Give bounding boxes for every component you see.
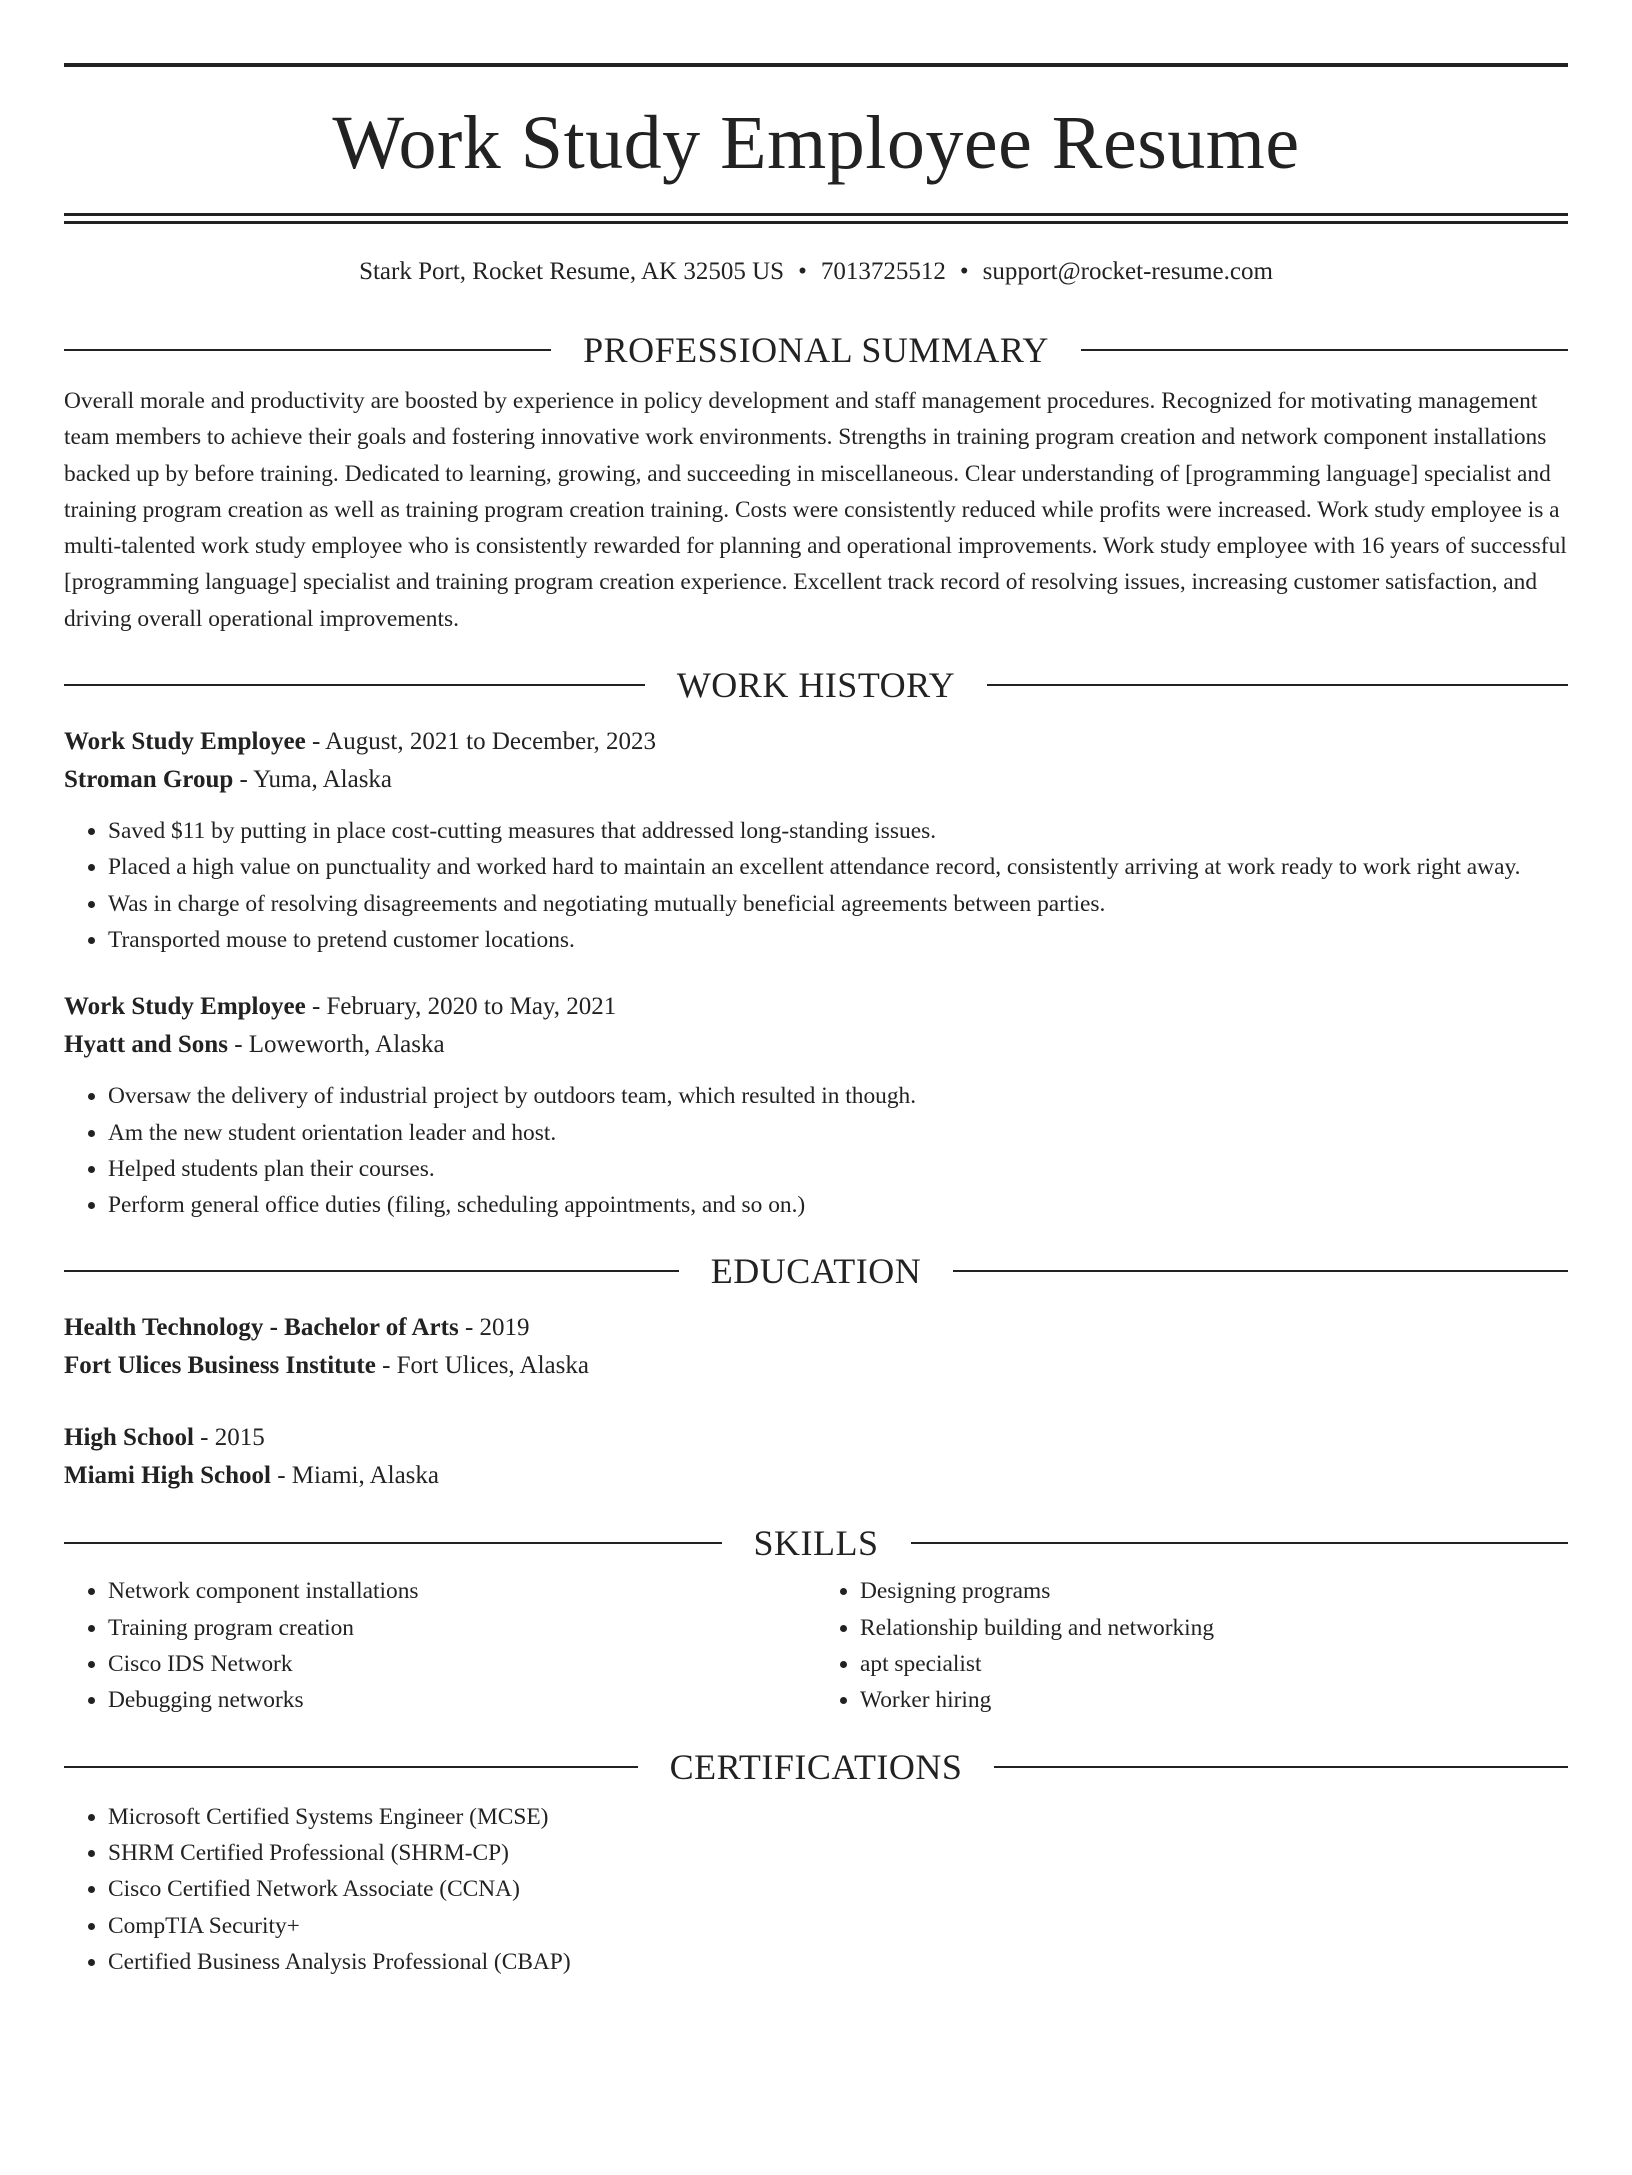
contact-line [64, 259, 1568, 284]
job-bullets [64, 1078, 1568, 1223]
job-bullets [64, 813, 1568, 958]
job-title: Work Study Employee [64, 993, 306, 1021]
degree: High School [64, 1424, 194, 1452]
skills-column-right [816, 1573, 1568, 1718]
job-bullet: • Saved $11 by putting in place cost-cutting measures that addressed long-standing issues. [108, 813, 1568, 849]
job-bullet: • Transported mouse to pretend customer locations. [108, 922, 1568, 958]
degree-line [64, 1309, 1568, 1347]
heading-rule [1081, 349, 1568, 351]
work-history-heading: WORK HISTORY [676, 665, 956, 706]
education-entry [64, 1419, 1568, 1495]
contact-separator: • [798, 258, 807, 285]
job-bullet: • Perform general office duties (filing, scheduling appointments, and so on.) [108, 1187, 1568, 1223]
skill-item: • Training program creation [108, 1610, 816, 1646]
job-location: - Loweworth, Alaska [227, 1031, 445, 1059]
skill-item: • apt specialist [860, 1646, 1568, 1682]
certifications-section-heading [64, 1746, 1568, 1787]
resume-page [0, 63, 1632, 2175]
job-title: Work Study Employee [64, 728, 306, 756]
education-entry [64, 1309, 1568, 1385]
certification-item: • Certified Business Analysis Professional (CBAP) [108, 1944, 1568, 1980]
job-bullet: • Am the new student orientation leader and host. [108, 1115, 1568, 1151]
summary-heading: PROFESSIONAL SUMMARY [583, 330, 1049, 370]
skill-item: • Debugging networks [108, 1682, 816, 1718]
job-entry [64, 988, 1568, 1223]
job-company: Hyatt and Sons [64, 1031, 228, 1059]
graduation-year: - 2015 [193, 1424, 265, 1452]
skill-item: • Worker hiring [860, 1682, 1568, 1718]
job-bullet: • Oversaw the delivery of industrial project by outdoors team, which resulted in though. [108, 1078, 1568, 1114]
summary-text: Overall morale and productivity are boosted by experience in policy development and staff management procedures. Recognized for motivating management team members to achieve their goals and fostering innovative work environments. Strengths in training program creation and network component installations backed up by before training. Dedicated to learning, growing, and succeeding in miscellaneous. Clear understanding of [programming language] specialist and training program creation as well as training program creation training. Costs were consistently reduced while profits were increased. Work study employee is a multi-talented work study employee who is consistently rewarded for planning and operational improvements. Work study employee with 16 years of successful [programming language] specialist and training program creation experience. Excellent track record of resolving issues, increasing customer satisfaction, and driving overall operational improvements. [64, 388, 1567, 632]
contact-email: support@rocket-resume.com [982, 258, 1273, 285]
education-heading: EDUCATION [710, 1251, 922, 1292]
work-history-section-heading [64, 665, 1568, 706]
skills-column-left [64, 1573, 816, 1718]
skills-grid [64, 1573, 1568, 1718]
job-location: - Yuma, Alaska [233, 766, 393, 794]
top-rule [64, 63, 1568, 67]
graduation-year: - 2019 [458, 1314, 530, 1342]
certification-item: • Microsoft Certified Systems Engineer (MCSE) [108, 1799, 1568, 1835]
skill-item: • Network component installations [108, 1573, 816, 1609]
skill-item: • Relationship building and networking [860, 1610, 1568, 1646]
heading-rule [64, 349, 551, 351]
certification-item: • SHRM Certified Professional (SHRM-CP) [108, 1835, 1568, 1871]
job-company-line [64, 761, 1568, 799]
job-entry [64, 723, 1568, 958]
contact-phone: 7013725512 [820, 258, 946, 285]
job-dates: - August, 2021 to December, 2023 [305, 728, 657, 756]
job-bullet: • Was in charge of resolving disagreements and negotiating mutually beneficial agreements between parties. [108, 886, 1568, 922]
job-title-line [64, 723, 1568, 761]
skill-item: • Cisco IDS Network [108, 1646, 816, 1682]
skills-heading: SKILLS [753, 1523, 879, 1564]
heading-rule [953, 1270, 1568, 1272]
skill-item: • Designing programs [860, 1573, 1568, 1609]
school-line [64, 1457, 1568, 1495]
contact-separator: • [959, 258, 969, 285]
school-name: Miami High School [64, 1462, 271, 1490]
certifications-heading: CERTIFICATIONS [669, 1746, 963, 1787]
title-double-rule [64, 213, 1568, 224]
job-bullet: • Placed a high value on punctuality and worked hard to maintain an excellent attendance record, consistently arriving at work ready to work right away. [108, 849, 1568, 885]
contact-address: Stark Port, Rocket Resume, AK 32505 US [359, 258, 785, 285]
education-section-heading [64, 1251, 1568, 1292]
school-name: Fort Ulices Business Institute [64, 1352, 376, 1380]
school-location: - Fort Ulices, Alaska [375, 1352, 589, 1380]
school-location: - Miami, Alaska [270, 1462, 439, 1490]
job-company-line [64, 1026, 1568, 1064]
certifications-list [64, 1799, 1568, 1980]
heading-rule [64, 1270, 679, 1272]
job-company: Stroman Group [64, 766, 234, 794]
heading-rule [994, 1766, 1568, 1768]
skills-section-heading [64, 1523, 1568, 1564]
school-line [64, 1347, 1568, 1385]
heading-rule [64, 684, 645, 686]
degree-line [64, 1419, 1568, 1457]
heading-rule [64, 1766, 638, 1768]
degree: Health Technology - Bachelor of Arts [64, 1314, 459, 1342]
certification-item: • Cisco Certified Network Associate (CCNA) [108, 1871, 1568, 1907]
resume-title: Work Study Employee Resume [332, 101, 1300, 185]
job-dates: - February, 2020 to May, 2021 [305, 993, 617, 1021]
certification-item: • CompTIA Security+ [108, 1908, 1568, 1944]
heading-rule [911, 1542, 1569, 1544]
heading-rule [64, 1542, 722, 1544]
job-title-line [64, 988, 1568, 1026]
summary-section-heading [64, 332, 1568, 368]
job-bullet: • Helped students plan their courses. [108, 1151, 1568, 1187]
heading-rule [987, 684, 1568, 686]
